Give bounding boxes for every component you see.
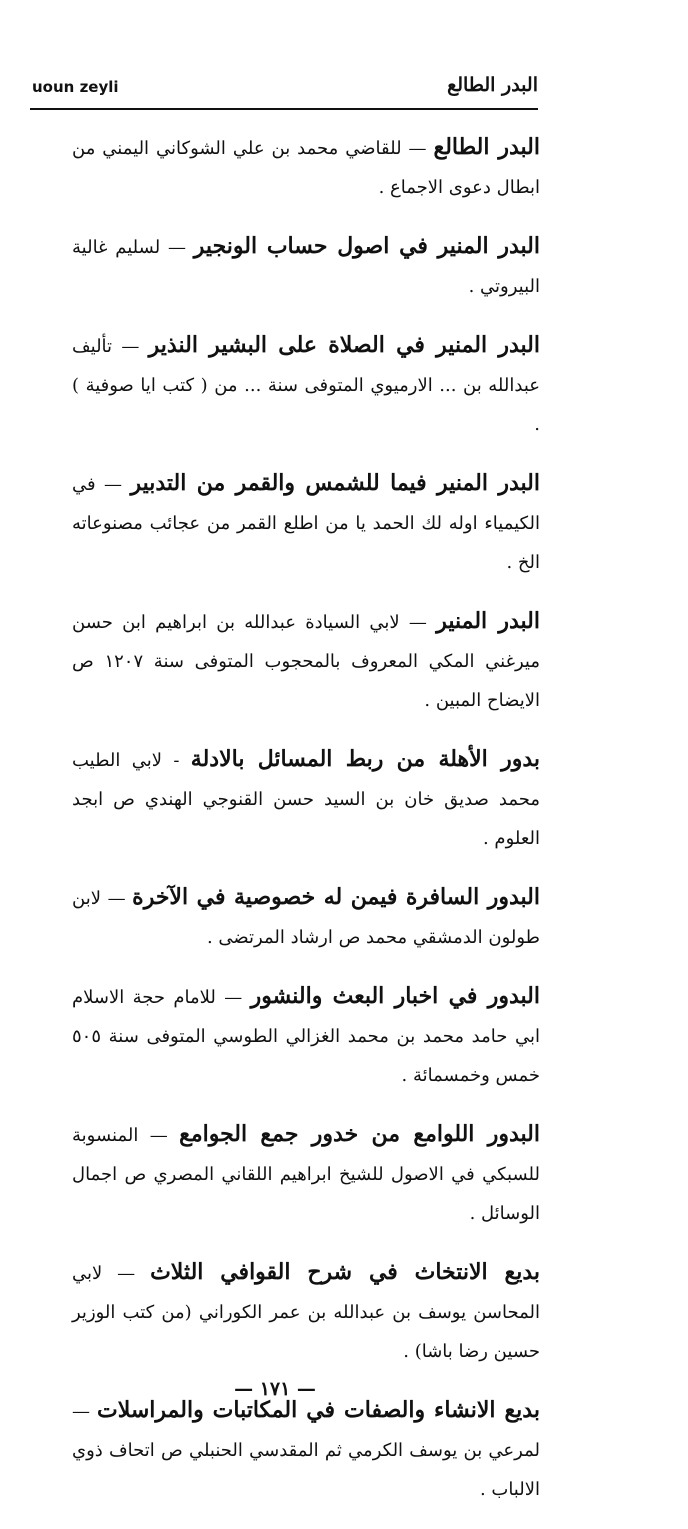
entry	[72, 602, 540, 720]
header-left-text: uoun zeyli	[32, 78, 119, 96]
entry-text: — لمرعي بن يوسف الكرمي ثم المقدسي الحنبلي ص اتحاف ذوي الالباب .	[72, 1401, 540, 1500]
entry-title: البدر الطالع	[433, 134, 540, 160]
entry	[72, 1115, 540, 1233]
entry-title: البدور في اخبار البعث والنشور	[250, 983, 540, 1009]
entry-paragraph	[72, 740, 540, 858]
entry-paragraph	[72, 464, 540, 582]
page-number: — ١٧١ —	[234, 1378, 316, 1400]
entry	[72, 1253, 540, 1371]
entry	[72, 1391, 540, 1509]
entry-text: — المنسوبة للسبكي في الاصول للشيخ ابراهيم اللقاني المصري ص اجمال الوسائل .	[72, 1125, 540, 1224]
entry-text: — تأليف عبدالله بن ... الارميوي المتوفى سنة ... من ( كتب ايا صوفية ) .	[72, 336, 540, 435]
entry	[72, 326, 540, 444]
entry-paragraph	[72, 326, 540, 444]
entry-paragraph	[72, 878, 540, 957]
entry-title: البدر المنير في الصلاة على البشير النذير	[148, 332, 540, 358]
entry-text: - لابي الطيب محمد صديق خان بن السيد حسن القنوجي الهندي ص ابجد العلوم .	[72, 750, 540, 849]
entry-text: — لسليم غالية البيروتي .	[72, 237, 540, 297]
entry-title: بديع الانتخاث في شرح القوافي الثلاث	[150, 1259, 541, 1285]
entry-title: البدر المنير	[436, 608, 540, 634]
entry-paragraph	[72, 128, 540, 207]
entry	[72, 464, 540, 582]
entry-title: البدر المنير فيما للشمس والقمر من التدبير	[130, 470, 540, 496]
entry	[72, 227, 540, 306]
entry-paragraph	[72, 602, 540, 720]
entry	[72, 977, 540, 1095]
entry-title: البدر المنير في اصول حساب الونجير	[193, 233, 540, 259]
entry	[72, 878, 540, 957]
entry-title: بدور الأهلة من ربط المسائل بالادلة	[190, 746, 540, 772]
entry-text: — لابي السيادة عبدالله بن ابراهيم ابن حسن ميرغني المكي المعروف بالمحجوب المتوفى سنة ١٢٠٧ ص الايضاح المبين .	[72, 612, 541, 711]
entry-text: — لابي المحاسن يوسف بن عبدالله بن عمر الكوراني (من كتب الوزير حسين رضا باشا) .	[72, 1263, 540, 1362]
entry-text: — في الكيمياء اوله لك الحمد يا من اطلع القمر من عجائب مصنوعاته الخ .	[72, 474, 540, 573]
page-header	[30, 72, 538, 106]
entry-text: — للامام حجة الاسلام ابي حامد محمد بن محمد الغزالي الطوسي المتوفى سنة ٥٠٥ خمس وخمسمائة .	[72, 987, 540, 1086]
entry-paragraph	[72, 227, 540, 306]
entry-paragraph	[72, 1115, 540, 1233]
entry-title: بديع الانشاء والصفات في المكاتبات والمراسلات	[97, 1397, 540, 1423]
entry-paragraph	[72, 977, 540, 1095]
entry	[72, 740, 540, 858]
header-rule	[30, 108, 538, 110]
entry-paragraph	[72, 1253, 540, 1371]
entry-title: البدور السافرة فيمن له خصوصية في الآخرة	[132, 884, 540, 910]
header-running-title: البدر الطالع	[447, 74, 538, 96]
entries-list	[72, 128, 540, 1529]
entry-paragraph	[72, 1391, 540, 1509]
entry	[72, 128, 540, 207]
entry-title: البدور اللوامع من خدور جمع الجوامع	[179, 1121, 540, 1147]
entry-text: — للقاضي محمد بن علي الشوكاني اليمني من ابطال دعوى الاجماع .	[72, 138, 540, 198]
entry-text: — لابن طولون الدمشقي محمد ص ارشاد المرتضى .	[72, 888, 540, 948]
